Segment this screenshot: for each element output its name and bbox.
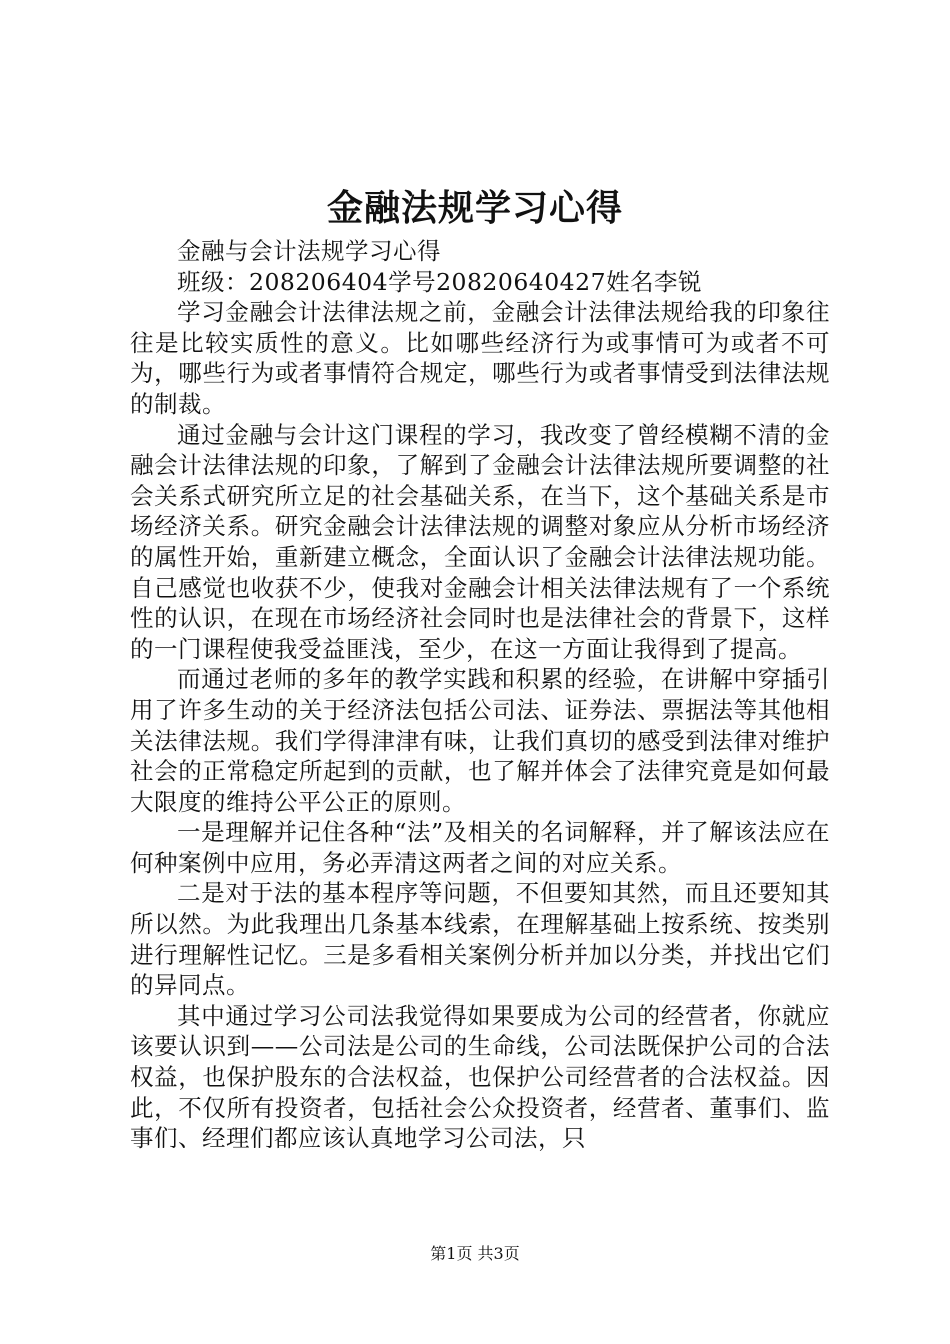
body-paragraph: 通过金融与会计这门课程的学习，我改变了曾经模糊不清的金融会计法律法规的印象，了解到了金融会计法律法规所要调整的社会关系式研究所立足的社会基础关系，在当下，这个基础关系是市场经济关系。研究金融会计法律法规的调整对象应从分析市场经济的属性开始，重新建立概念，全面认识了金融会计法律法规功能。自己感觉也收获不少，使我对金融会计相关法律法规有了一个系统性的认识，在现在市场经济社会同时也是法律社会的背景下，这样的一门课程使我受益匪浅，至少，在这一方面让我得到了提高。 — [130, 420, 830, 663]
body-paragraph: 而通过老师的多年的教学实践和积累的经验，在讲解中穿插引用了许多生动的关于经济法包括公司法、证券法、票据法等其他相关法律法规。我们学得津津有味，让我们真切的感受到法律对维护社会的正常稳定所起到的贡献，也了解并体会了法律究竟是如何最大限度的维持公平公正的原则。 — [130, 665, 830, 816]
subtitle-paragraph: 金融与会计法规学习心得 — [177, 237, 441, 265]
page-number-footer: 第1页 共3页 — [430, 1244, 520, 1263]
body-paragraph: 二是对于法的基本程序等问题，不但要知其然，而且还要知其所以然。为此我理出几条基本线索，在理解基础上按系统、按类别进行理解性记忆。三是多看相关案例分析并加以分类，并找出它们的异同点。 — [130, 879, 830, 1000]
body-paragraph: 一是理解并记住各种“法”及相关的名词解释，并了解该法应在何种案例中应用，务必弄清这两者之间的对应关系。 — [130, 818, 830, 877]
body-paragraph: 学习金融会计法律法规之前，金融会计法律法规给我的印象往往是比较实质性的意义。比如哪些经济行为或事情可为或者不可为，哪些行为或者事情符合规定，哪些行为或者事情受到法律法规的制裁。 — [130, 298, 830, 418]
document-title: 金融法规学习心得 — [326, 187, 623, 229]
student-info-paragraph: 班级：208206404学号20820640427姓名李锐 — [177, 267, 703, 296]
document-body — [130, 236, 830, 1154]
body-paragraph: 其中通过学习公司法我觉得如果要成为公司的经营者，你就应该要认识到——公司法是公司的生命线，公司法既保护公司的合法权益，也保护股东的合法权益，也保护公司经营者的合法权益。因此，不仅所有投资者，包括社会公众投资者，经营者、董事们、监事们、经理们都应该认真地学习公司法，只 — [130, 1001, 830, 1153]
